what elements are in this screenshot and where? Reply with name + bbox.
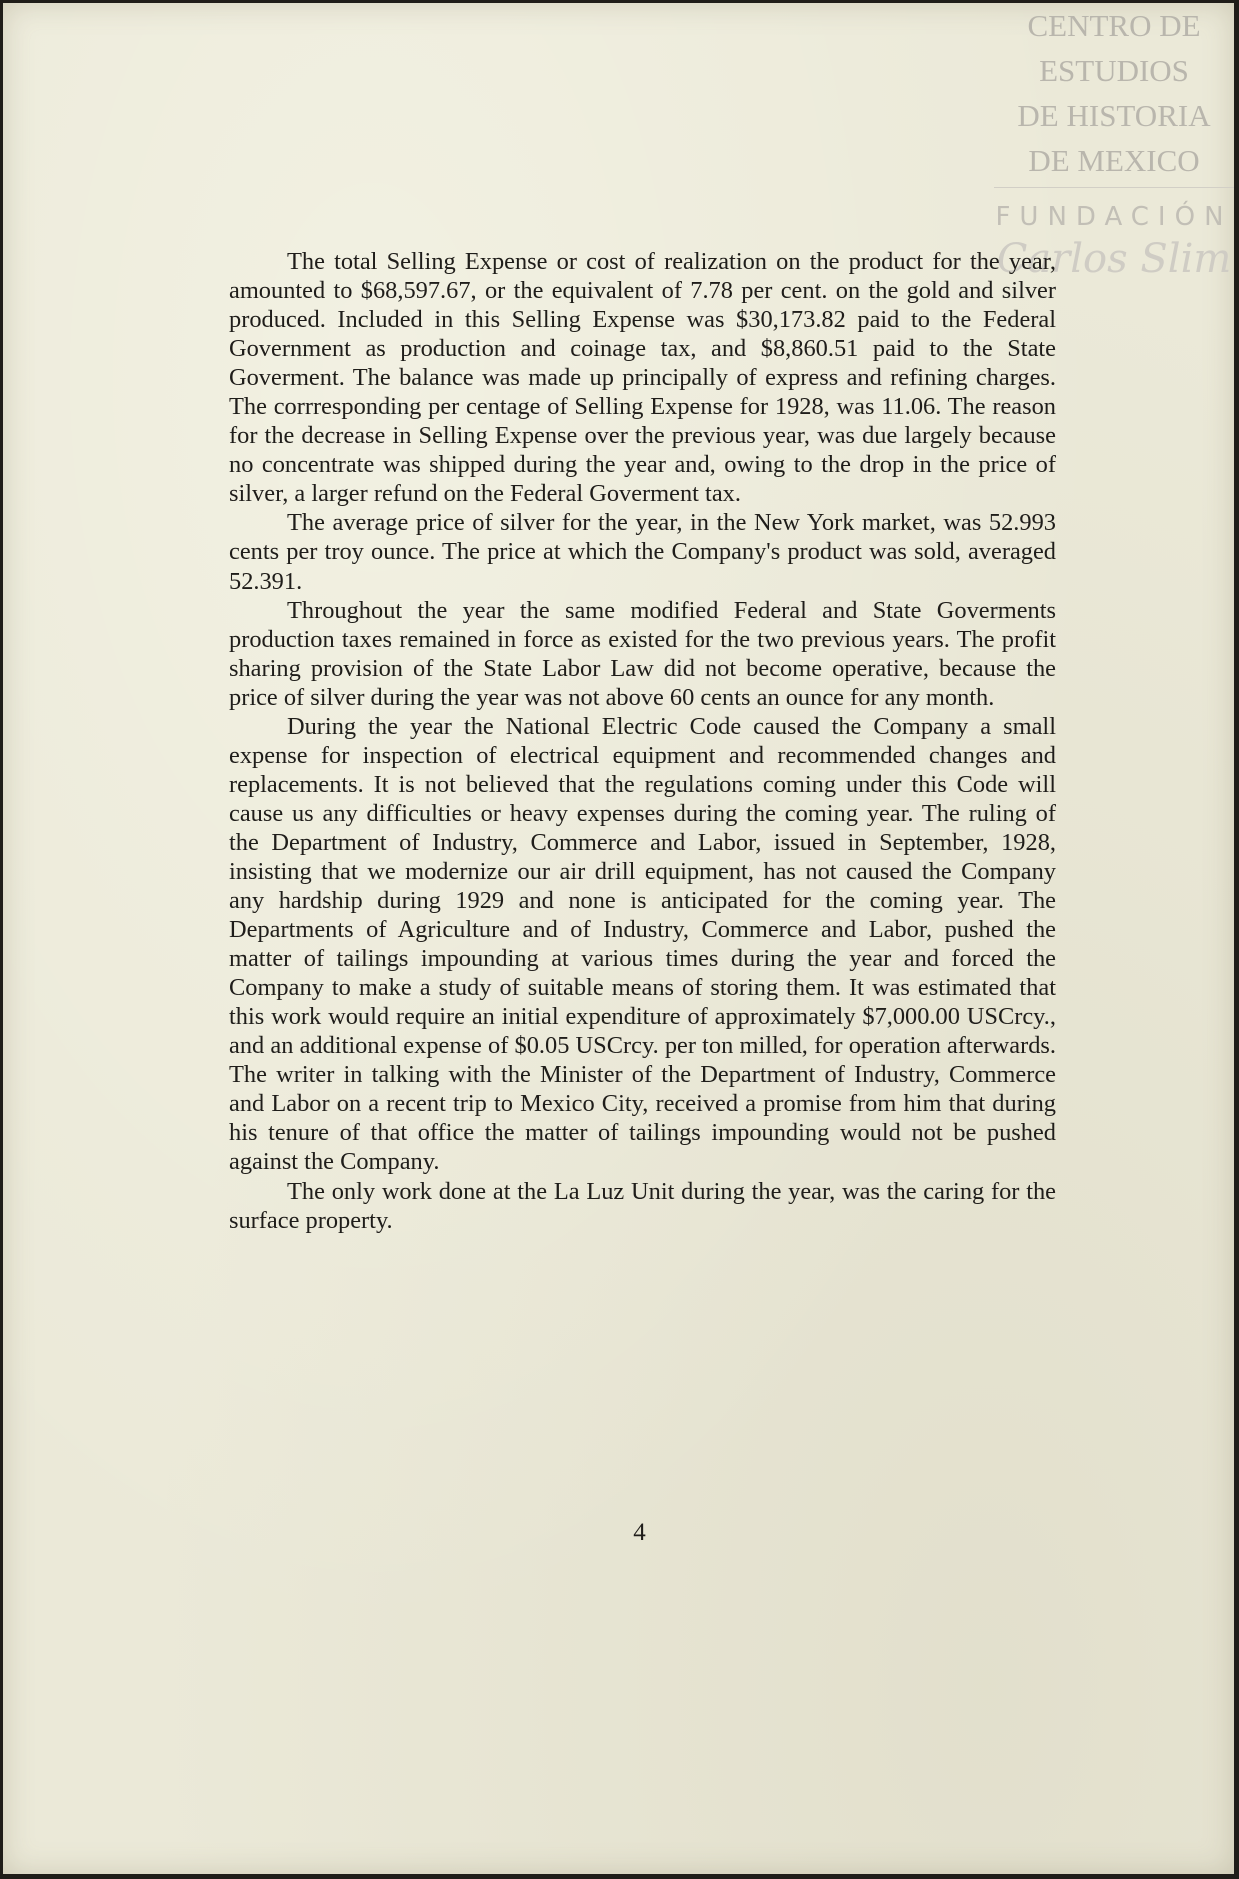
watermark-foundation: FUNDACIÓN: [995, 202, 1233, 232]
page-number: 4: [633, 1519, 646, 1546]
watermark-line-1: CENTRO DE: [1027, 8, 1201, 43]
paragraph-production-taxes: Throughout the year the same modified Federal and State Goverments production taxes remained in force as existed for the two previous years. The profit sharing provision of the State Labor Law did not become operative, because the price of silver during the year was not above 60 cents an ounce for any month.: [229, 596, 1056, 711]
watermark-line-2: ESTUDIOS: [1039, 53, 1189, 88]
paragraph-silver-price: The average price of silver for the year, in the New York market, was 52.993 cents per troy ounce. The price at which the Company's product was sold, averaged 52.391.: [229, 509, 1056, 595]
paragraph-electric-code: During the year the National Electric Code caused the Company a small expense for inspection of electrical equipment and recommended changes and replacements. It is not believed that the regulations coming under this Code will cause us any difficulties or heavy expenses during the coming year. The ruling of the Department of Industry, Commerce and Labor, issued in September, 1928, insisting that we modernize our air drill equipment, has not caused the Company any hardship during 1929 and none is anticipated for the coming year. The Departments of Agriculture and of Industry, Commerce and Labor, pushed the matter of tailings impounding at various times during the year and forced the Company to make a study of suitable means of storing them. It was estimated that this work would require an initial expenditure of approximately $7,000.00 USCrcy., and an additional expense of $0.05 USCrcy. per ton milled, for operation afterwards. The writer in talking with the Minister of the Department of Industry, Commerce and Labor on a recent trip to Mexico City, received a promise from him that during his tenure of that office the matter of tailings impounding would not be pushed against the Company.: [229, 712, 1056, 1176]
document-page: [3, 3, 1234, 1874]
watermark-line-3: DE HISTORIA: [1017, 98, 1211, 133]
watermark-signature: Carlos Slim: [996, 236, 1232, 282]
body-text: [229, 247, 1056, 1235]
paragraph-selling-expense: The total Selling Expense or cost of realization on the product for the year, amounted to $68,597.67, or the equivalent of 7.78 per cent. on the gold and silver produced. Included in this Selling Expense was $30,173.82 paid to the Federal Government as production and coinage tax, and $8,860.51 paid to the State Goverment. The balance was made up principally of express and refining charges. The corrresponding per centage of Selling Expense for 1928, was 11.06. The reason for the decrease in Selling Expense over the previous year, was due largely because no concentrate was shipped during the year and, owing to the drop in the price of silver, a larger refund on the Federal Goverment tax.: [229, 248, 1056, 508]
watermark-line-4: DE MEXICO: [1028, 143, 1200, 178]
watermark-divider: [994, 187, 1234, 188]
archive-watermark: [994, 3, 1234, 282]
paragraph-la-luz-unit: The only work done at the La Luz Unit during the year, was the caring for the surface property.: [229, 1177, 1056, 1234]
